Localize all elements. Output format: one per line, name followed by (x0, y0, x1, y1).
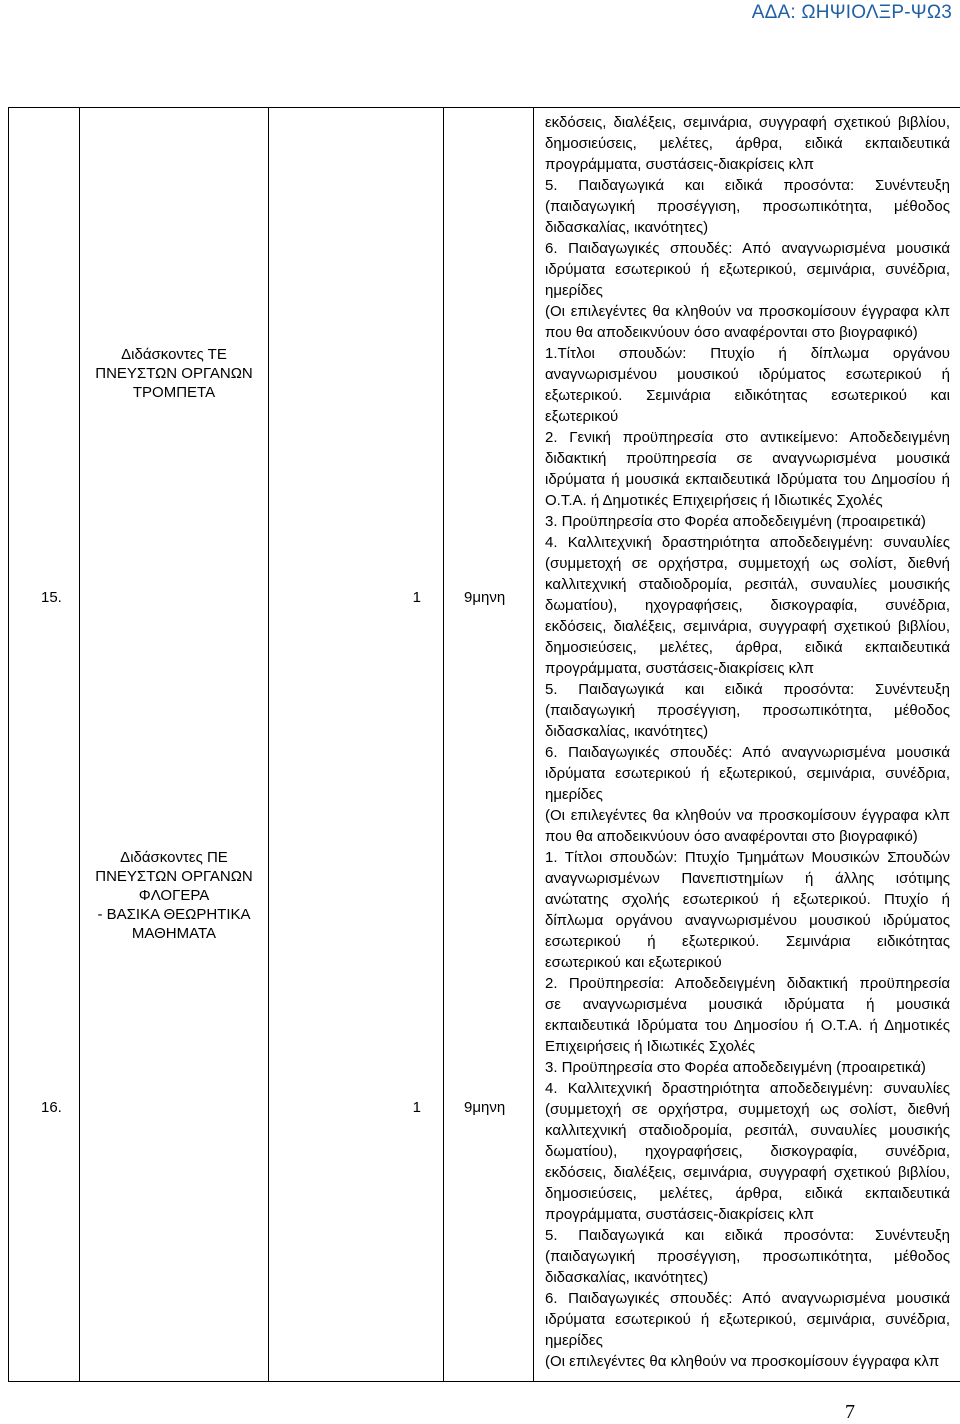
requirement-line: 6. Παιδαγωγικές σπουδές: Από αναγνωρισμένα μουσικά (545, 1288, 950, 1309)
requirements-text (534, 108, 960, 1372)
requirement-line: 4. Καλλιτεχνική δραστηριότητα αποδεδειγμένη: συναυλίες (545, 1078, 950, 1099)
requirement-line: 5. Παιδαγωγικά και ειδικά προσόντα: Συνέντευξη (545, 1225, 950, 1246)
requirement-line: (παιδαγωγική προσέγγιση, προσωπικότητα, μέθοδος (545, 1246, 950, 1267)
requirement-line: αναγνωρισμένου μουσικού ιδρύματος εσωτερικού ή (545, 364, 950, 385)
requirement-line: 1.Τίτλοι σπουδών: Πτυχίο ή δίπλωμα οργάνου (545, 343, 950, 364)
requirement-line: ιδρύματα ή μουσικά εκπαιδευτικά Ιδρύματα του Δημοσίου ή (545, 469, 950, 490)
requirement-line: που θα αποδεικνύουν όσο αναφέρονται στο βιογραφικό) (545, 826, 950, 847)
requirement-line: 5. Παιδαγωγικά και ειδικά προσόντα: Συνέντευξη (545, 679, 950, 700)
requirement-line: (παιδαγωγική προσέγγιση, προσωπικότητα, μέθοδος (545, 700, 950, 721)
requirement-line: δωματίου), ηχογραφήσεις, δισκογραφία, συνέδρια, (545, 595, 950, 616)
position-title-line: - ΒΑΣΙΚΑ ΘΕΩΡΗΤΙΚΑ (80, 905, 268, 924)
requirement-line: δημοσιεύσεις, μελέτες, άρθρα, ειδικά εκπαιδευτικά (545, 1183, 950, 1204)
requirement-line: (παιδαγωγική προσέγγιση, προσωπικότητα, μέθοδος (545, 196, 950, 217)
requirement-line: δημοσιεύσεις, μελέτες, άρθρα, ειδικά εκπαιδευτικά (545, 133, 950, 154)
requirement-line: εσωτερικού και εξωτερικού (545, 952, 950, 973)
row-number: 16. (41, 1098, 62, 1117)
requirement-line: 6. Παιδαγωγικές σπουδές: Από αναγνωρισμένα μουσικά (545, 742, 950, 763)
requirement-line: δίπλωμα οργάνου αναγνωρισμένου μουσικού ιδρύματος (545, 910, 950, 931)
contract-duration: 9μηνη (464, 1098, 505, 1117)
position-title-line: ΠΝΕΥΣΤΩΝ ΟΡΓΑΝΩΝ (80, 867, 268, 886)
requirement-line: ιδρύματα εσωτερικού ή εξωτερικού, σεμινάρια, συνέδρια, (545, 259, 950, 280)
position-title-line: ΤΡΟΜΠΕΤΑ (80, 383, 268, 402)
requirement-line: (συμμετοχή σε ορχήστρα, συμμετοχή ως σολίστ, διεθνή (545, 553, 950, 574)
requirement-line: εκδόσεις, διαλέξεις, σεμινάρια, συγγραφή σχετικού βιβλίου, (545, 616, 950, 637)
requirement-line: δωματίου), ηχογραφήσεις, δισκογραφία, συνέδρια, (545, 1141, 950, 1162)
requirement-line: καλλιτεχνική σταδιοδρομία, ρεσιτάλ, συναυλίες μουσικής (545, 1120, 950, 1141)
requirement-line: ημερίδες (545, 1330, 950, 1351)
positions-count: 1 (413, 588, 421, 607)
requirement-line: 2. Προϋπηρεσία: Αποδεδειγμένη διδακτική προϋπηρεσία (545, 973, 950, 994)
table-row (9, 108, 960, 1382)
requirement-line: διδασκαλίας, ικανότητες) (545, 1267, 950, 1288)
requirement-line: 2. Γενική προϋπηρεσία στο αντικείμενο: Αποδεδειγμένη (545, 427, 950, 448)
requirement-line: εσωτερικού ή εξωτερικού. Σεμινάρια ειδικότητας (545, 931, 950, 952)
position-title-line: ΠΝΕΥΣΤΩΝ ΟΡΓΑΝΩΝ (80, 364, 268, 383)
requirement-line: (συμμετοχή σε ορχήστρα, συμμετοχή ως σολίστ, διεθνή (545, 1099, 950, 1120)
position-title (80, 345, 268, 402)
requirement-line: εκπαιδευτικά Ιδρύματα του Δημοσίου ή Ο.Τ.Α. ή Δημοτικές (545, 1015, 950, 1036)
row-number: 15. (41, 588, 62, 607)
requirement-line: προγράμματα, συστάσεις-διακρίσεις κλπ (545, 154, 950, 175)
number-cell (9, 108, 80, 1382)
requirement-line: καλλιτεχνική σταδιοδρομία, ρεσιτάλ, συναυλίες μουσικής (545, 574, 950, 595)
page-number: 7 (845, 1401, 855, 1424)
requirement-line: ημερίδες (545, 784, 950, 805)
position-title (80, 848, 268, 943)
requirement-line: που θα αποδεικνύουν όσο αναφέρονται στο βιογραφικό) (545, 322, 950, 343)
requirement-line: προγράμματα, συστάσεις-διακρίσεις κλπ (545, 658, 950, 679)
positions-table (8, 107, 960, 1382)
requirements-cell (534, 108, 960, 1382)
requirement-line: ημερίδες (545, 280, 950, 301)
positions-count-cell (269, 108, 444, 1382)
requirement-line: εκδόσεις, διαλέξεις, σεμινάρια, συγγραφή σχετικού βιβλίου, (545, 1162, 950, 1183)
ada-code: ΑΔΑ: ΩΗΨΙΟΛΞΡ-ΨΩ3 (752, 2, 952, 24)
position-title-line: Διδάσκοντες ΤΕ (80, 345, 268, 364)
requirement-line: Ο.Τ.Α. ή Δημοτικές Επιχειρήσεις ή Ιδιωτικές Σχολές (545, 490, 950, 511)
requirement-line: 3. Προϋπηρεσία στο Φορέα αποδεδειγμένη (προαιρετικά) (545, 511, 950, 532)
requirement-line: 4. Καλλιτεχνική δραστηριότητα αποδεδειγμένη: συναυλίες (545, 532, 950, 553)
requirement-line: εξωτερικού (545, 406, 950, 427)
requirement-line: Επιχειρήσεις ή Ιδιωτικές Σχολές (545, 1036, 950, 1057)
duration-cell (444, 108, 534, 1382)
requirement-line: εξωτερικού. Σεμινάρια ειδικότητας εσωτερικού και (545, 385, 950, 406)
requirement-line: 1. Τίτλοι σπουδών: Πτυχίο Τμημάτων Μουσικών Σπουδών (545, 847, 950, 868)
position-title-line: ΦΛΟΓΕΡΑ (80, 886, 268, 905)
requirement-line: σε αναγνωρισμένα μουσικά ιδρύματα ή μουσικά (545, 994, 950, 1015)
requirement-line: (Οι επιλεγέντες θα κληθούν να προσκομίσουν έγγραφα κλπ (545, 1351, 950, 1372)
requirement-line: 5. Παιδαγωγικά και ειδικά προσόντα: Συνέντευξη (545, 175, 950, 196)
requirement-line: εκδόσεις, διαλέξεις, σεμινάρια, συγγραφή σχετικού βιβλίου, (545, 112, 950, 133)
positions-count: 1 (413, 1098, 421, 1117)
title-cell (80, 108, 269, 1382)
contract-duration: 9μηνη (464, 588, 505, 607)
position-title-line: ΜΑΘΗΜΑΤΑ (80, 924, 268, 943)
requirement-line: 3. Προϋπηρεσία στο Φορέα αποδεδειγμένη (προαιρετικά) (545, 1057, 950, 1078)
requirement-line: προγράμματα, συστάσεις-διακρίσεις κλπ (545, 1204, 950, 1225)
requirement-line: διδασκαλίας, ικανότητες) (545, 721, 950, 742)
requirement-line: διδακτική προϋπηρεσία σε αναγνωρισμένα μουσικά (545, 448, 950, 469)
requirement-line: (Οι επιλεγέντες θα κληθούν να προσκομίσουν έγγραφα κλπ (545, 805, 950, 826)
requirement-line: ιδρύματα εσωτερικού ή εξωτερικού, σεμινάρια, συνέδρια, (545, 763, 950, 784)
requirement-line: 6. Παιδαγωγικές σπουδές: Από αναγνωρισμένα μουσικά (545, 238, 950, 259)
requirement-line: διδασκαλίας, ικανότητες) (545, 217, 950, 238)
position-title-line: Διδάσκοντες ΠΕ (80, 848, 268, 867)
requirement-line: αναγνωρισμένων Πανεπιστημίων ή άλλης ισότιμης (545, 868, 950, 889)
requirement-line: δημοσιεύσεις, μελέτες, άρθρα, ειδικά εκπαιδευτικά (545, 637, 950, 658)
requirement-line: ιδρύματα εσωτερικού ή εξωτερικού, σεμινάρια, συνέδρια, (545, 1309, 950, 1330)
requirement-line: (Οι επιλεγέντες θα κληθούν να προσκομίσουν έγγραφα κλπ (545, 301, 950, 322)
requirement-line: ανώτατης σχολής εσωτερικού ή εξωτερικού. Πτυχίο ή (545, 889, 950, 910)
